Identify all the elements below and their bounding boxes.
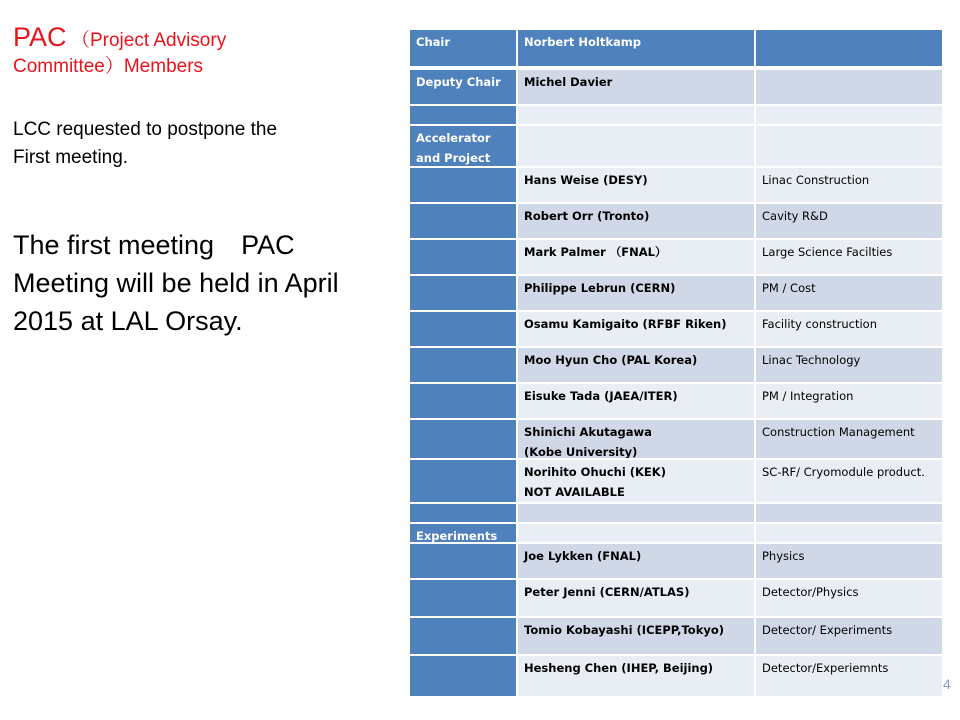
- role-cell: [410, 618, 516, 654]
- role-cell: [410, 168, 516, 202]
- expertise-cell: [756, 106, 942, 124]
- member-name-cell: Hesheng Chen (IHEP, Beijing): [518, 656, 754, 696]
- role-cell: [410, 460, 516, 502]
- role-cell: Deputy Chair: [410, 70, 516, 104]
- role-cell: [410, 504, 516, 522]
- expertise-cell: PM / Integration: [756, 384, 942, 418]
- member-name-cell: Norihito Ohuchi (KEK) NOT AVAILABLE: [518, 460, 754, 502]
- table-row: [410, 384, 942, 418]
- role-cell: [410, 384, 516, 418]
- title-expansion: （Project Advisory: [70, 30, 227, 51]
- expertise-cell: Construction Management: [756, 420, 942, 458]
- announcement-line2: Meeting will be held in April: [13, 268, 339, 298]
- role-cell: [410, 276, 516, 310]
- title-acronym: PAC: [13, 22, 67, 52]
- table-row: [410, 420, 942, 458]
- expertise-cell: Detector/ Experiments: [756, 618, 942, 654]
- member-name-cell: Mark Palmer （FNAL）: [518, 240, 754, 274]
- role-cell: [410, 106, 516, 124]
- member-name-cell: Norbert Holtkamp: [518, 30, 754, 66]
- table-row: [410, 524, 942, 542]
- role-cell: Accelerator and Project: [410, 126, 516, 166]
- table-row: [410, 504, 942, 522]
- expertise-cell: Detector/Experiemnts: [756, 656, 942, 696]
- role-cell: [410, 348, 516, 382]
- members-table: [410, 30, 942, 696]
- member-name-cell: Shinichi Akutagawa (Kobe University): [518, 420, 754, 458]
- member-name-cell: Philippe Lebrun (CERN): [518, 276, 754, 310]
- table-row: [410, 106, 942, 124]
- member-name-cell: [518, 126, 754, 166]
- table-row: [410, 460, 942, 502]
- table-row: [410, 312, 942, 346]
- role-cell: [410, 204, 516, 238]
- table-row: [410, 580, 942, 616]
- expertise-cell: [756, 524, 942, 542]
- member-name-cell: [518, 504, 754, 522]
- title-line2: Committee）Members: [13, 56, 204, 77]
- expertise-cell: [756, 126, 942, 166]
- expertise-cell: Detector/Physics: [756, 580, 942, 616]
- table-row: [410, 240, 942, 274]
- table-row: [410, 276, 942, 310]
- postpone-note-line2: First meeting.: [13, 147, 129, 168]
- member-name-cell: [518, 524, 754, 542]
- table-row: [410, 618, 942, 654]
- table-row: [410, 204, 942, 238]
- expertise-cell: Physics: [756, 544, 942, 578]
- role-cell: [410, 240, 516, 274]
- member-name-cell: Robert Orr (Tronto): [518, 204, 754, 238]
- postpone-note: [13, 116, 393, 172]
- expertise-cell: Linac Construction: [756, 168, 942, 202]
- table-row: [410, 30, 942, 66]
- member-name-cell: [518, 106, 754, 124]
- role-cell: [410, 312, 516, 346]
- expertise-cell: Facility construction: [756, 312, 942, 346]
- member-name-cell: Hans Weise (DESY): [518, 168, 754, 202]
- member-name-cell: Michel Davier: [518, 70, 754, 104]
- table-row: [410, 348, 942, 382]
- announcement-line1: The first meeting PAC: [13, 230, 295, 260]
- expertise-cell: Linac Technology: [756, 348, 942, 382]
- page-number: 4: [943, 676, 951, 692]
- meeting-announcement: [13, 226, 408, 340]
- expertise-cell: Large Science Facilties: [756, 240, 942, 274]
- member-name-cell: Joe Lykken (FNAL): [518, 544, 754, 578]
- role-cell: [410, 544, 516, 578]
- member-name-cell: Peter Jenni (CERN/ATLAS): [518, 580, 754, 616]
- member-name-cell: Tomio Kobayashi (ICEPP,Tokyo): [518, 618, 754, 654]
- role-cell: [410, 580, 516, 616]
- table-row: [410, 70, 942, 104]
- expertise-cell: [756, 504, 942, 522]
- expertise-cell: [756, 30, 942, 66]
- slide-title: [13, 20, 393, 80]
- announcement-line3: 2015 at LAL Orsay.: [13, 306, 243, 336]
- member-name-cell: Eisuke Tada (JAEA/ITER): [518, 384, 754, 418]
- role-cell: [410, 420, 516, 458]
- table-row: [410, 126, 942, 166]
- postpone-note-line1: LCC requested to postpone the: [13, 119, 278, 140]
- member-name-cell: Osamu Kamigaito (RFBF Riken): [518, 312, 754, 346]
- expertise-cell: PM / Cost: [756, 276, 942, 310]
- role-cell: Experiments: [410, 524, 516, 542]
- table-row: [410, 544, 942, 578]
- expertise-cell: SC-RF/ Cryomodule product.: [756, 460, 942, 502]
- role-cell: Chair: [410, 30, 516, 66]
- expertise-cell: Cavity R&D: [756, 204, 942, 238]
- table-row: [410, 656, 942, 696]
- table-row: [410, 168, 942, 202]
- member-name-cell: Moo Hyun Cho (PAL Korea): [518, 348, 754, 382]
- expertise-cell: [756, 70, 942, 104]
- role-cell: [410, 656, 516, 696]
